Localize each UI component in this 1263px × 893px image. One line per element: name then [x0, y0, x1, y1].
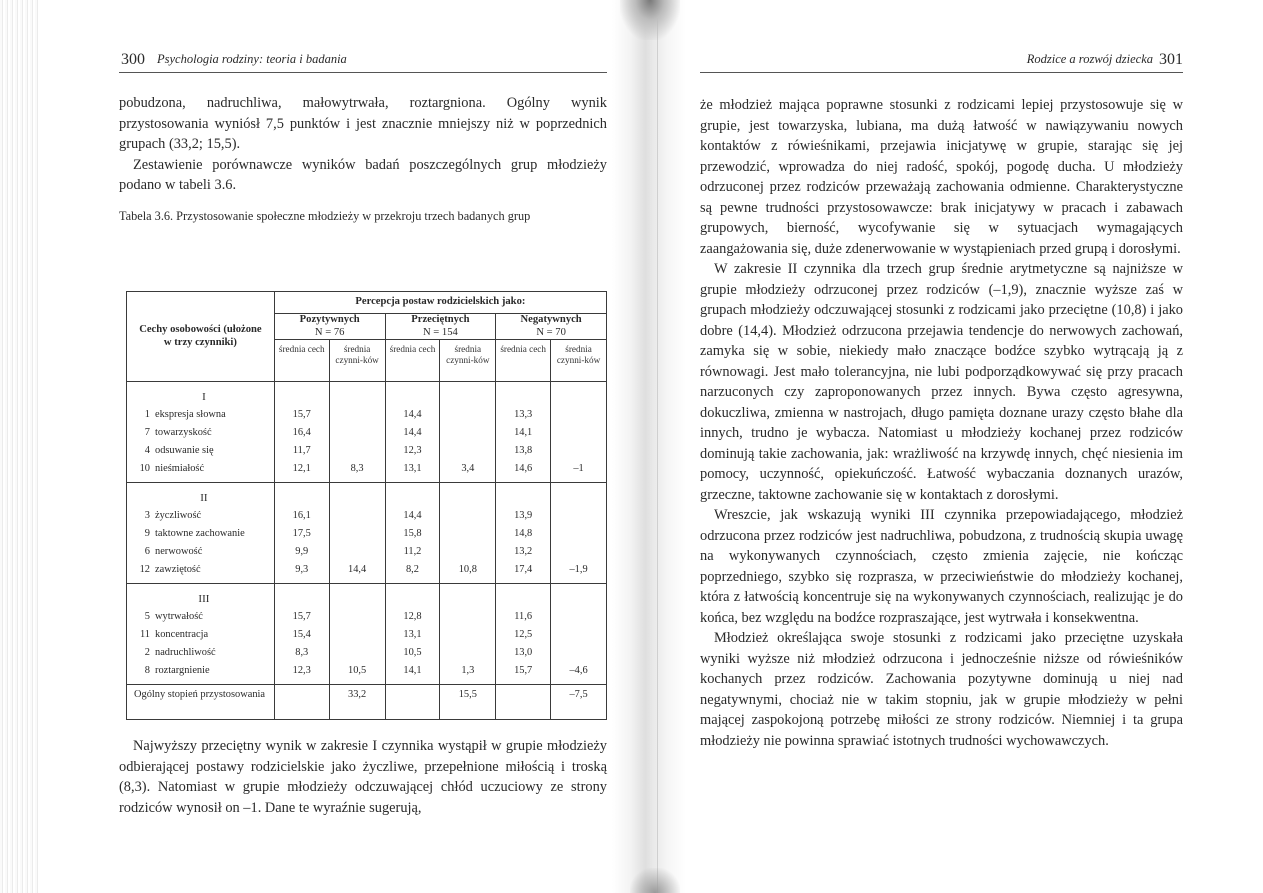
running-head: Psychologia rodziny: teoria i badania [157, 51, 347, 66]
value-cell: 14,1 [514, 427, 533, 438]
value-cell: 14,8 [514, 528, 533, 539]
average-factor-mean [440, 483, 496, 584]
value-cell: 11,7 [292, 445, 311, 456]
page-number: 300 [121, 50, 145, 68]
summary-row [127, 685, 607, 720]
trait-name: ekspresja słowna [155, 409, 226, 420]
book-gutter [612, 0, 686, 893]
paragraph: Najwyższy przeciętny wynik w zakresie I czynnika wystąpił w grupie młodzieży odbierającej postawy rodzicielskie jako życzliwe, przepełnione miłością i troską (8,3). Natomiast w grupie młodzieży odczuwającej chłód uczuciowy ze strony rodziców wynosił on –1. Dane te wyraźnie sugerują, [119, 738, 607, 816]
paragraph: W zakresie II czynnika dla trzech grup średnie arytmetyczne są najniższe w grupie młodzieży odrzuconej przez rodziców (–1,9), znacznie wyższe zaś w grupach młodzieży odczuwającej stosunki z rodzicami jako przeciętne (10,8) i jako dobre (14,4). Młodzież odrzucona przejawia tendencje do nerwowych zachowań, zamyka się w sobie, niekiedy mało znaczące bodźce szybko wytrącają ją z równowagi. Jest mało tolerancyjna, nie lubi podporządkowywać się przy pracach narzuconych czy zaproponowanych przez innych. Bywa często agresywna, dokuczliwa, zmienna w nastrojach, długo pamięta doznane urazy często błahe dla innych, trudno je wybacza. Natomiast u młodzieży kochanej przez rodziców dominują takie zachowania, jak: wrażliwość na krzywdę innych, chęć niesienia im pomocy, uczynność, opiekuńczość. Łatwość wybaczania doznanych urazów, grzeczne, taktowne zachowanie się w kontaktach z dorosłymi. [700, 261, 1183, 503]
value-cell: 13,1 [403, 629, 422, 640]
group-n: N = 154 [422, 326, 458, 338]
empty-cell [274, 685, 329, 720]
value-cell: 17,5 [292, 528, 311, 539]
paragraph: Wreszcie, jak wskazują wyniki III czynnika przepowiadającego, młodzież odrzucona przez rodziców jest nadruchliwa, pobudzona, z trudnością skupia uwagę na wykonywanych czynnościach, często zmienia zajęcie, nie kończąc poprzedniego, szybko się rozprasza, w przeciwieństwie do młodzieży kochanej, która z łatwością koncentruje się na wykonywanych czynnościach, realizując je do końca, bez względu na bodźce rozpraszające, jest wytrwała i konsekwentna. [700, 507, 1183, 626]
value-cell: 12,1 [292, 463, 311, 474]
value-cell: 12,5 [514, 629, 533, 640]
left-page-header [119, 48, 607, 73]
positive-trait-means [274, 584, 329, 685]
factor-block-3 [127, 584, 607, 685]
negative-trait-means [496, 483, 551, 584]
value-cell: 13,8 [514, 445, 533, 456]
value-cell: 14,4 [403, 510, 422, 521]
left-page-text-after-table [119, 736, 607, 818]
factor-mean-cell: 10,8 [458, 564, 477, 575]
summary-value-positive: 33,2 [329, 685, 385, 720]
trait-number: 10 [139, 463, 150, 474]
trait-name: zawziętość [155, 564, 201, 575]
group-header-negative [496, 314, 607, 340]
trait-number: 8 [144, 665, 150, 676]
value-cell: 15,8 [403, 528, 422, 539]
value-cell: 11,2 [403, 546, 422, 557]
factor-mean-cell: 1,3 [461, 665, 475, 676]
left-page [119, 48, 607, 816]
trait-name: towarzyskość [155, 427, 212, 438]
trait-row [134, 406, 274, 424]
value-cell: 13,9 [514, 510, 533, 521]
average-trait-means [385, 483, 440, 584]
trait-number: 7 [144, 427, 150, 438]
left-page-text [119, 93, 607, 196]
value-cell: 17,4 [514, 564, 533, 575]
trait-number: 11 [139, 629, 150, 640]
trait-row [134, 644, 274, 662]
trait-row [134, 507, 274, 525]
average-factor-mean [440, 382, 496, 483]
gutter-shadow-top [620, 0, 680, 40]
group-name: Pozytywnych [299, 314, 360, 325]
value-cell: 12,3 [292, 665, 311, 676]
factor-title: III [198, 593, 210, 605]
running-head: Rodzice a rozwój dziecka [1026, 51, 1153, 66]
negative-factor-mean [551, 584, 607, 685]
value-cell: 15,7 [292, 409, 311, 420]
subheader-factor-mean: średnia czynni-ków [551, 340, 607, 382]
trait-number: 6 [144, 546, 150, 557]
trait-name: odsuwanie się [155, 445, 214, 456]
factor-block-2 [127, 483, 607, 584]
value-cell: 8,2 [405, 564, 419, 575]
summary-label: Ogólny stopień przystosowania [127, 685, 275, 720]
trait-row [134, 442, 274, 460]
trait-name: taktowne zachowanie [155, 528, 245, 539]
value-cell: 9,3 [295, 564, 309, 575]
trait-name: roztargnienie [155, 665, 210, 676]
trait-name: wytrwałość [155, 611, 203, 622]
factor-mean-cell: 14,4 [348, 564, 367, 575]
trait-number: 2 [144, 647, 150, 658]
value-cell: 13,3 [514, 409, 533, 420]
trait-number: 1 [144, 409, 150, 420]
subheader-trait-mean: średnia cech [385, 340, 440, 382]
trait-number: 4 [144, 445, 150, 456]
subheader-factor-mean: średnia czynni-ków [440, 340, 496, 382]
paragraph: że młodzież mająca poprawne stosunki z rodzicami lepiej przystosowuje się w grupie, jest towarzyska, lubiana, ma dużą łatwość w nawiązywaniu nowych kontaktów z rówieśnikami, przejawia inicjatywę w grupie, starając się jej przewodzić, wprowadza do niej radość, spokój, pogodę ducha. U młodzieży odrzuconej przez rodziców przeważają zachowania odmienne. Charakterystyczne są pewne trudności przystosowawcze: brak inicjatywy w pracach i zabawach grupowych, bierność, wycofywanie się w sytuacjach wymagających zaangażowania się, duże zdenerwowanie w wystąpieniach przed grupą i dorosłymi. [700, 97, 1183, 257]
value-cell: 15,4 [292, 629, 311, 640]
table-caption: Tabela 3.6. Przystosowanie społeczne młodzieży w przekroju trzech badanych grup [119, 208, 531, 223]
subheader-factor-mean: średnia czynni-ków [329, 340, 385, 382]
trait-number: 5 [144, 611, 150, 622]
trait-name: nerwowość [155, 546, 203, 557]
perception-header: Percepcja postaw rodzicielskich jako: [274, 292, 606, 314]
paragraph: Młodzież określająca swoje stosunki z rodzicami jako przeciętne uzyskała wyniki wyższe niż młodzież odrzucona i jednocześnie niższe od rówieśników kochanych przez rodziców. Zachowania pozytywne dominują u niej nad negatywnymi, chociaż nie w takim stopniu, jak w grupie młodzieży w pełni mającej zaspokojoną potrzebę miłości ze strony rodziców. Niemniej i ta grupa młodzieży nie powinna sprawiać istotnych trudności wychowawczych. [700, 630, 1183, 749]
factor-mean-cell: –1 [573, 463, 584, 474]
gutter-shadow-bottom [630, 868, 680, 893]
average-factor-mean [440, 584, 496, 685]
trait-row [134, 460, 274, 478]
factor-mean-cell: 10,5 [348, 665, 367, 676]
value-cell: 14,4 [403, 409, 422, 420]
trait-row [134, 608, 274, 626]
value-cell: 9,9 [295, 546, 309, 557]
trait-row [134, 561, 274, 579]
group-name: Przeciętnych [411, 314, 470, 325]
positive-factor-mean [329, 382, 385, 483]
factor-mean-cell: –1,9 [569, 564, 588, 575]
trait-name: nadruchliwość [155, 647, 216, 658]
value-cell: 13,1 [403, 463, 422, 474]
group-n: N = 70 [536, 326, 566, 338]
factor-title: II [200, 492, 208, 504]
trait-row [134, 543, 274, 561]
group-n: N = 76 [314, 326, 345, 338]
value-cell: 13,0 [514, 647, 533, 658]
trait-row [134, 662, 274, 680]
binding-shadow-left [0, 0, 40, 893]
value-cell: 14,4 [403, 427, 422, 438]
average-trait-means [385, 584, 440, 685]
positive-factor-mean [329, 584, 385, 685]
negative-trait-means [496, 382, 551, 483]
page-number: 301 [1159, 50, 1183, 68]
value-cell: 15,7 [514, 665, 533, 676]
group-header-average [385, 314, 496, 340]
negative-factor-mean [551, 382, 607, 483]
right-page-text [700, 95, 1183, 751]
value-cell: 11,6 [514, 611, 533, 622]
value-cell: 16,4 [292, 427, 311, 438]
trait-name: życzliwość [155, 510, 202, 521]
value-cell: 10,5 [403, 647, 422, 658]
value-cell: 14,1 [403, 665, 422, 676]
average-trait-means [385, 382, 440, 483]
positive-trait-means [274, 483, 329, 584]
trait-column-header: Cechy osobowości (ułożone w trzy czynniki) [127, 292, 275, 382]
positive-trait-means [274, 382, 329, 483]
trait-list [127, 382, 275, 483]
value-cell: 14,6 [514, 463, 533, 474]
trait-number: 3 [144, 510, 150, 521]
factor-mean-cell: 8,3 [350, 463, 364, 474]
value-cell: 16,1 [292, 510, 311, 521]
subheader-trait-mean: średnia cech [496, 340, 551, 382]
trait-row [134, 525, 274, 543]
right-page-header [700, 48, 1183, 73]
value-cell: 15,7 [292, 611, 311, 622]
gutter-fold-line [657, 0, 658, 893]
trait-list [127, 584, 275, 685]
value-cell: 8,3 [295, 647, 309, 658]
factor-mean-cell: 3,4 [461, 463, 475, 474]
subheader-trait-mean: średnia cech [274, 340, 329, 382]
summary-value-average: 15,5 [440, 685, 496, 720]
trait-row [134, 424, 274, 442]
data-table [126, 291, 607, 720]
empty-cell [496, 685, 551, 720]
trait-name: koncentracja [155, 629, 209, 640]
factor-title: I [202, 391, 206, 403]
value-cell: 12,3 [403, 445, 422, 456]
empty-cell [385, 685, 440, 720]
negative-factor-mean [551, 483, 607, 584]
trait-name: nieśmiałość [155, 463, 205, 474]
group-header-positive [274, 314, 385, 340]
trait-number: 9 [144, 528, 150, 539]
factor-block-1 [127, 382, 607, 483]
trait-number: 12 [139, 564, 150, 575]
paragraph: pobudzona, nadruchliwa, małowytrwała, roztargniona. Ogólny wynik przystosowania wyniósł 7,5 punktów i jest znacznie mniejszy niż w poprzednich grupach (33,2; 15,5). [119, 95, 607, 152]
factor-mean-cell: –4,6 [569, 665, 588, 676]
paragraph: Zestawienie porównawcze wyników badań poszczególnych grup młodzieży podano w tabeli 3.6. [119, 156, 607, 193]
positive-factor-mean [329, 483, 385, 584]
trait-row [134, 626, 274, 644]
summary-value-negative: –7,5 [551, 685, 607, 720]
trait-list [127, 483, 275, 584]
group-name: Negatywnych [520, 314, 582, 325]
value-cell: 13,2 [514, 546, 533, 557]
negative-trait-means [496, 584, 551, 685]
value-cell: 12,8 [403, 611, 422, 622]
right-page [700, 48, 1183, 751]
